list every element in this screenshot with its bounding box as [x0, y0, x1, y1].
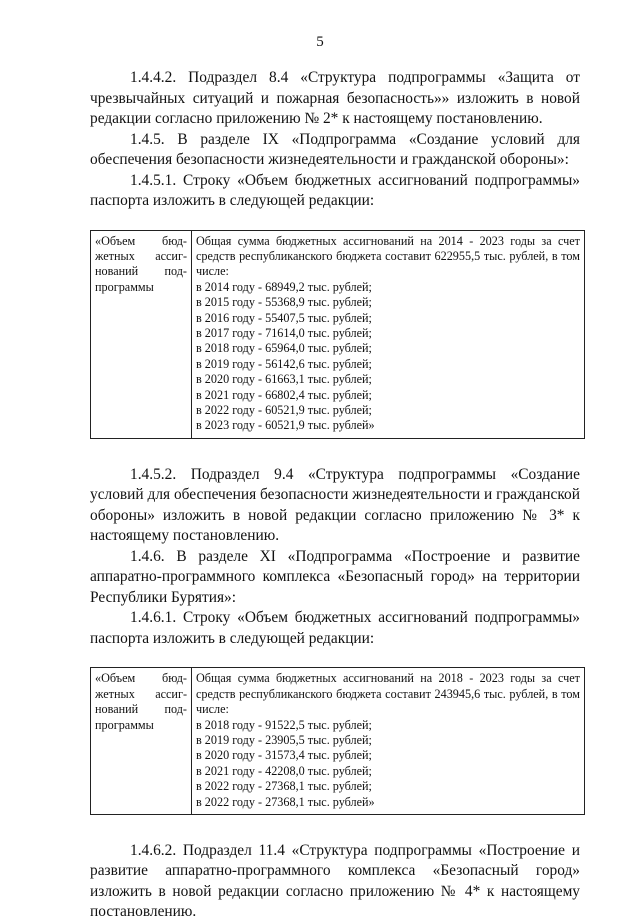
year-line-2022-repeat: в 2022 году - 27368,1 тыс. рублей» — [196, 794, 375, 809]
label-line: нований под- — [95, 702, 187, 717]
year-line-2019: в 2019 году - 56142,6 тыс. рублей; — [196, 356, 372, 371]
table-label-cell — [91, 668, 192, 815]
paragraph-1-4-6-2: 1.4.6.2. Подраздел 11.4 «Структура подпрограммы «Построение и развитие аппаратно-программного комплекса «Безопасный город» изложить в новой редакции согласно приложению № 4* к настоящему постановлению. — [90, 841, 580, 921]
year-line-2019: в 2019 году - 23905,5 тыс. рублей; — [196, 732, 372, 747]
year-line-2020: в 2020 году - 61663,1 тыс. рублей; — [196, 372, 372, 387]
year-line-2020: в 2020 году - 31573,4 тыс. рублей; — [196, 748, 372, 763]
paragraph-1-4-4-2: 1.4.4.2. Подраздел 8.4 «Структура подпрограммы «Защита от чрезвычайных ситуаций и пожарная безопасность»» изложить в новой редакции согласно приложению № 2* к настоящему постановлению. — [90, 69, 580, 127]
year-line-2016: в 2016 году - 55407,5 тыс. рублей; — [196, 310, 372, 325]
table-value-cell — [192, 230, 585, 438]
year-line-2021: в 2021 году - 42208,0 тыс. рублей; — [196, 763, 372, 778]
label-line: программы — [95, 717, 154, 732]
year-line-2021: в 2021 году - 66802,4 тыс. рублей; — [196, 387, 372, 402]
budget-summary: Общая сумма бюджетных ассигнований на 2014 - 2023 годы за счет средств республиканского бюджета составит 622955,5 тыс. рублей, в том числе: — [196, 233, 580, 279]
table-value-cell — [192, 668, 585, 815]
year-line-2023: в 2023 году - 60521,9 тыс. рублей» — [196, 418, 375, 433]
table-row — [91, 668, 585, 815]
label-line: «Объем бюд- — [95, 671, 187, 686]
label-line: жетных ассиг- — [95, 248, 187, 263]
paragraph-1-4-6-1: 1.4.6.1. Строку «Объем бюджетных ассигнований подпрограммы» паспорта изложить в следующей редакции: — [90, 609, 580, 647]
year-line-2018: в 2018 году - 91522,5 тыс. рублей; — [196, 717, 372, 732]
year-line-2022: в 2022 году - 27368,1 тыс. рублей; — [196, 779, 372, 794]
label-line: «Объем бюд- — [95, 233, 187, 248]
year-line-2018: в 2018 году - 65964,0 тыс. рублей; — [196, 341, 372, 356]
paragraph-1-4-6: 1.4.6. В разделе XI «Подпрограмма «Построение и развитие аппаратно-программного комплекса «Безопасный город» на территории Республики Бурятия»: — [90, 547, 580, 606]
budget-table-2018-2023 — [90, 667, 585, 815]
table-label-cell — [91, 230, 192, 438]
label-line: программы — [95, 279, 154, 294]
label-line: жетных ассиг- — [95, 686, 187, 701]
budget-table-2014-2023 — [90, 230, 585, 439]
year-line-2015: в 2015 году - 55368,9 тыс. рублей; — [196, 295, 372, 310]
document-body — [90, 68, 580, 923]
table-row — [91, 230, 585, 438]
budget-summary: Общая сумма бюджетных ассигнований на 2018 - 2023 годы за счет средств республиканского бюджета составит 243945,6 тыс. рублей, в том числе: — [196, 671, 580, 717]
year-line-2014: в 2014 году - 68949,2 тыс. рублей; — [196, 279, 372, 294]
paragraph-1-4-5: 1.4.5. В разделе IX «Подпрограмма «Создание условий для обеспечения безопасности жизнедеятельности и гражданской обороны»: — [90, 130, 580, 168]
year-line-2022: в 2022 году - 60521,9 тыс. рублей; — [196, 402, 372, 417]
year-line-2017: в 2017 году - 71614,0 тыс. рублей; — [196, 325, 372, 340]
label-line: нований под- — [95, 264, 187, 279]
paragraph-1-4-5-2: 1.4.5.2. Подраздел 9.4 «Структура подпрограммы «Создание условий для обеспечения безопасности жизнедеятельности и гражданской обороны» изложить в новой редакции согласно приложению № 3* к настоящему постановлению. — [90, 465, 580, 545]
paragraph-1-4-5-1: 1.4.5.1. Строку «Объем бюджетных ассигнований подпрограммы» паспорта изложить в следующей редакции: — [90, 171, 580, 209]
page-number: 5 — [316, 34, 324, 50]
